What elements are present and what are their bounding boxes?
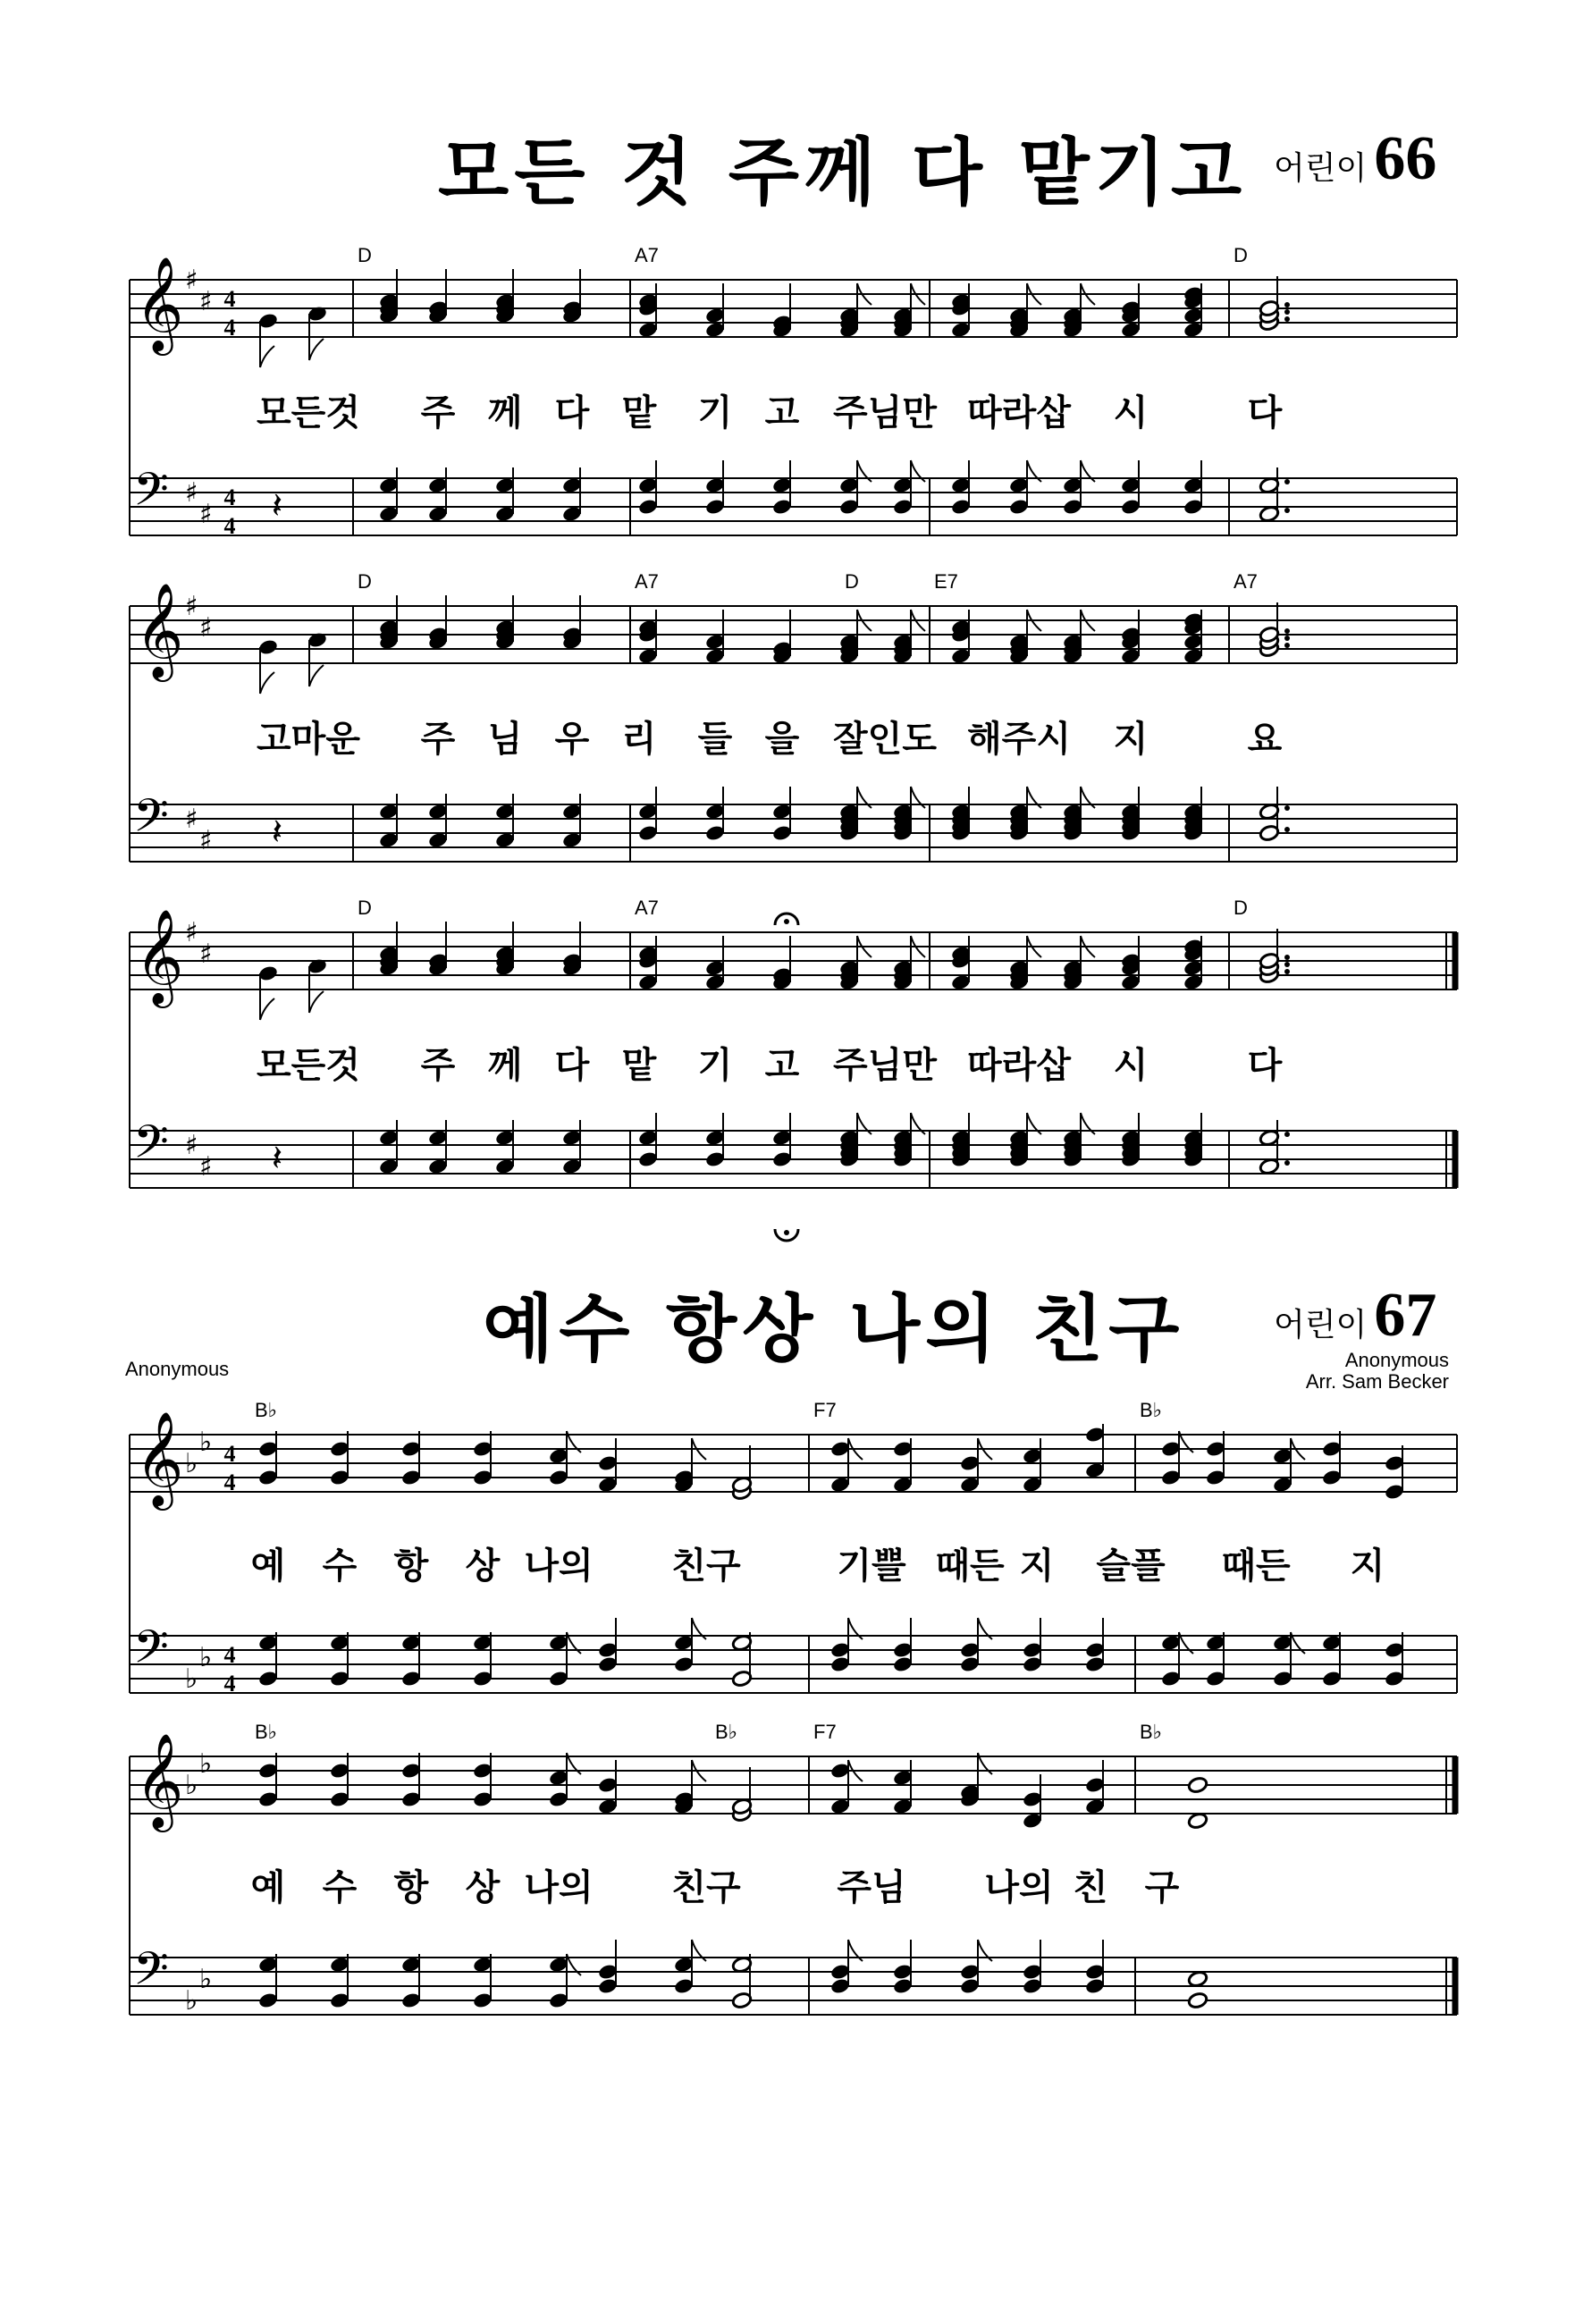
treble-staff [130,1721,1457,1832]
flat-icon: ♭ [199,1427,213,1458]
lyric-syllable: 주 [420,719,456,760]
note-icon [257,964,279,1020]
chord-symbol: D [1234,244,1248,266]
note-icon [561,1120,583,1175]
flat-icon: ♭ [199,1964,213,1995]
note-icon [1321,1431,1343,1486]
note-icon [494,794,516,849]
note-icon [1187,1991,1208,2009]
sharp-icon: ♯ [185,804,198,835]
dot [1284,827,1290,832]
note-icon [329,1753,350,1808]
song-title: 예수 항상 나의 친구 [483,1287,1185,1372]
note-icon [472,1431,493,1486]
chord-symbol: B♭ [255,1721,278,1743]
lyric-syllable: 주님 [837,1867,906,1908]
lyric-syllable: 따라삽 [967,392,1071,434]
lyric-syllable: 수 [322,1545,358,1587]
note-icon [561,922,583,977]
lyric-syllable: 을 [764,719,800,760]
fermata-icon [775,914,798,925]
chord-symbol: D [358,570,372,593]
dot [1284,628,1290,634]
note-icon [400,1753,422,1808]
note-icon [257,1431,279,1486]
treble-clef-icon: 𝄞 [135,908,184,1004]
chord-symbol: D [358,897,372,919]
lyric-syllable: 우 [554,719,590,760]
bass-clef-icon: 𝄢 [133,462,169,527]
lyric-syllable: 수 [322,1867,358,1908]
note-icon [307,957,328,1013]
dot [1284,302,1290,307]
chord-symbol: B♭ [255,1399,278,1421]
dot [1284,636,1290,641]
quarter-rest-icon: 𝄽 [271,485,283,526]
note-icon [561,467,583,523]
sharp-icon: ♯ [185,477,198,509]
hymn-number: 66 [1374,124,1437,193]
dot [1284,1160,1290,1166]
quarter-rest-icon: 𝄽 [271,1138,283,1179]
flat-icon: ♭ [185,1448,198,1479]
lyric-syllable: 구 [1144,1867,1180,1908]
sharp-icon: ♯ [185,1130,198,1161]
flat-icon: ♭ [185,1770,198,1801]
note-icon [427,1120,449,1175]
treble-staff [130,570,1457,694]
arranger-name: Arr. Sam Becker [1305,1370,1449,1393]
lyric-syllable: 고 [764,1045,800,1086]
dot [1284,1132,1290,1137]
lyric-syllable: 다 [554,392,590,434]
sharp-icon: ♯ [199,825,213,856]
dot [1284,643,1290,648]
note-icon [771,610,793,665]
chord-symbol: A7 [635,244,659,266]
lyric-syllable: 모든것 [257,1045,360,1086]
bass-staff [130,1940,1457,2017]
treble-clef-icon: 𝄞 [135,1732,184,1828]
chord-symbol: F7 [813,1399,837,1421]
note-icon [673,1760,706,1815]
note-icon [1259,1120,1280,1175]
treble-staff [130,1399,1457,1511]
note-icon [1187,1776,1208,1794]
lyric-syllable: 기 [697,1045,733,1086]
flat-icon: ♭ [185,1985,198,2017]
dot [1284,805,1290,811]
lyric-syllable: 친 [1073,1867,1108,1908]
note-icon [771,283,793,339]
lyric-syllable: 맡 [621,392,657,434]
bass-staff [130,787,1457,862]
bass-clef-icon: 𝄢 [133,788,169,854]
lyric-syllable: 친구 [671,1867,741,1908]
lyric-syllable: 들 [697,719,733,760]
chord-symbol: B♭ [1140,1721,1163,1743]
hymn-category: 어린이 [1274,1307,1368,1343]
note-icon [561,794,583,849]
dot [1284,309,1290,315]
dot [1284,508,1290,513]
sharp-icon: ♯ [185,265,198,296]
note-icon [378,467,400,523]
dot [1284,962,1290,967]
lyric-syllable: 다 [1247,392,1283,434]
lyric-syllable: 슬플 [1096,1545,1166,1587]
time-signature-top: 4 [223,1441,236,1467]
lyric-syllable: 나의 [984,1867,1054,1908]
lyric-syllable: 따라삽 [967,1045,1071,1086]
lyric-syllable: 다 [1247,1045,1283,1086]
quarter-rest-icon: 𝄽 [271,812,283,853]
flat-icon: ♭ [185,1663,198,1695]
note-icon [257,312,279,367]
time-signature-bottom: 4 [223,1671,236,1697]
lyric-syllable: 상 [465,1545,501,1587]
note-icon [1259,467,1280,523]
sharp-icon: ♯ [199,939,213,970]
lyric-syllable: 께 [487,1045,523,1086]
note-icon [561,595,583,651]
bass-staff [130,1618,1457,1697]
lyric-syllable: 항 [393,1867,429,1908]
lyricist-credit: Anonymous [125,1358,230,1380]
hymn-number: 67 [1374,1281,1437,1350]
note-icon [307,305,328,360]
lyric-syllable: 시 [1113,1045,1149,1086]
dot [1284,969,1290,974]
lyric-syllable: 지 [1350,1545,1385,1587]
note-icon [1187,1970,1208,1988]
time-signature-bottom: 4 [223,513,236,539]
chord-symbol: E7 [934,570,958,593]
lyric-syllable: 지 [1113,719,1149,760]
lyric-syllable: 맡 [621,1045,657,1086]
composer-name: Anonymous [1344,1349,1449,1371]
lyric-syllable: 예 [250,1545,286,1587]
hymn-category: 어린이 [1274,150,1368,187]
lyric-syllable: 지 [1019,1545,1055,1587]
lyric-syllable: 예 [250,1867,286,1908]
note-icon [1272,1438,1305,1494]
lyric-syllable: 때든 [1221,1545,1291,1587]
bass-clef-icon: 𝄢 [133,1115,169,1180]
sharp-icon: ♯ [199,612,213,644]
chord-symbol: A7 [635,570,659,593]
chord-symbol: B♭ [715,1721,738,1743]
lyric-syllable: 때든 [935,1545,1005,1587]
note-icon [1384,1632,1405,1688]
note-icon [378,1120,400,1175]
lyric-syllable: 주님만 [833,1045,937,1086]
chord-symbol: D [1234,897,1248,919]
sharp-icon: ♯ [199,1151,213,1183]
lyric-syllable: 께 [487,392,523,434]
note-icon [329,1431,350,1486]
note-icon [494,467,516,523]
bass-clef-icon: 𝄢 [133,1941,169,2007]
time-signature-top: 4 [223,286,236,312]
dot [1284,316,1290,322]
flat-icon: ♭ [199,1642,213,1673]
chord-symbol: B♭ [1140,1399,1163,1421]
lyric-syllable: 나의 [524,1867,594,1908]
time-signature-top: 4 [223,1642,236,1668]
dot [1284,955,1290,960]
lyric-syllable: 상 [465,1867,501,1908]
lyric-syllable: 해주시 [967,719,1071,760]
time-signature-top: 4 [223,484,236,510]
note-icon [494,1120,516,1175]
note-icon [472,1753,493,1808]
lyric-syllable: 기쁠 [837,1545,906,1587]
flat-icon: ♭ [199,1748,213,1780]
chord-symbol: A7 [1234,570,1258,593]
sharp-icon: ♯ [199,499,213,530]
chord-symbol: D [358,244,372,266]
lyric-syllable: 리 [621,719,657,760]
note-icon [427,794,449,849]
lyric-syllable: 항 [393,1545,429,1587]
lyric-syllable: 친구 [671,1545,741,1587]
chord-symbol: A7 [635,897,659,919]
lyric-syllable: 다 [554,1045,590,1086]
sharp-icon: ♯ [185,591,198,622]
note-icon [257,1753,279,1808]
note-icon [307,631,328,686]
lyric-syllable: 주님만 [833,392,937,434]
lyric-syllable: 나의 [524,1545,594,1587]
note-icon [892,1760,914,1815]
chord-symbol: F7 [813,1721,837,1743]
treble-staff [130,244,1457,367]
note-icon [427,595,449,651]
bass-staff [130,1113,1457,1188]
dot [1284,479,1290,484]
lyric-syllable: 고마운 [257,719,360,760]
note-icon [1187,1812,1208,1830]
song-title: 모든 것 주께 다 맡기고 [438,131,1248,215]
lyric-syllable: 님 [487,719,523,760]
note-icon [427,467,449,523]
lyric-syllable: 주 [420,392,456,434]
fermata-icon [775,1229,798,1241]
note-icon [771,936,793,991]
lyric-syllable: 주 [420,1045,456,1086]
note-icon [427,269,449,324]
note-icon [1205,1431,1226,1486]
sharp-icon: ♯ [199,286,213,317]
time-signature-bottom: 4 [223,315,236,341]
treble-clef-icon: 𝄞 [135,582,184,678]
note-icon [427,922,449,977]
bass-staff [130,460,1457,539]
note-icon [378,794,400,849]
sharp-icon: ♯ [185,917,198,948]
note-icon [561,269,583,324]
note-icon [1022,1438,1043,1494]
treble-clef-icon: 𝄞 [135,256,184,351]
chord-symbol: D [845,570,859,593]
note-icon [257,638,279,694]
note-icon [1384,1445,1405,1501]
lyric-syllable: 고 [764,392,800,434]
lyric-syllable: 기 [697,392,733,434]
bass-clef-icon: 𝄢 [133,1620,169,1685]
lyric-syllable: 시 [1113,392,1149,434]
note-icon [400,1431,422,1486]
lyric-syllable: 잘인도 [833,719,937,760]
treble-clef-icon: 𝄞 [135,1410,184,1506]
note-icon [673,1438,706,1494]
lyric-syllable: 모든것 [257,392,360,434]
lyric-syllable: 요 [1247,719,1283,760]
time-signature-bottom: 4 [223,1469,236,1495]
